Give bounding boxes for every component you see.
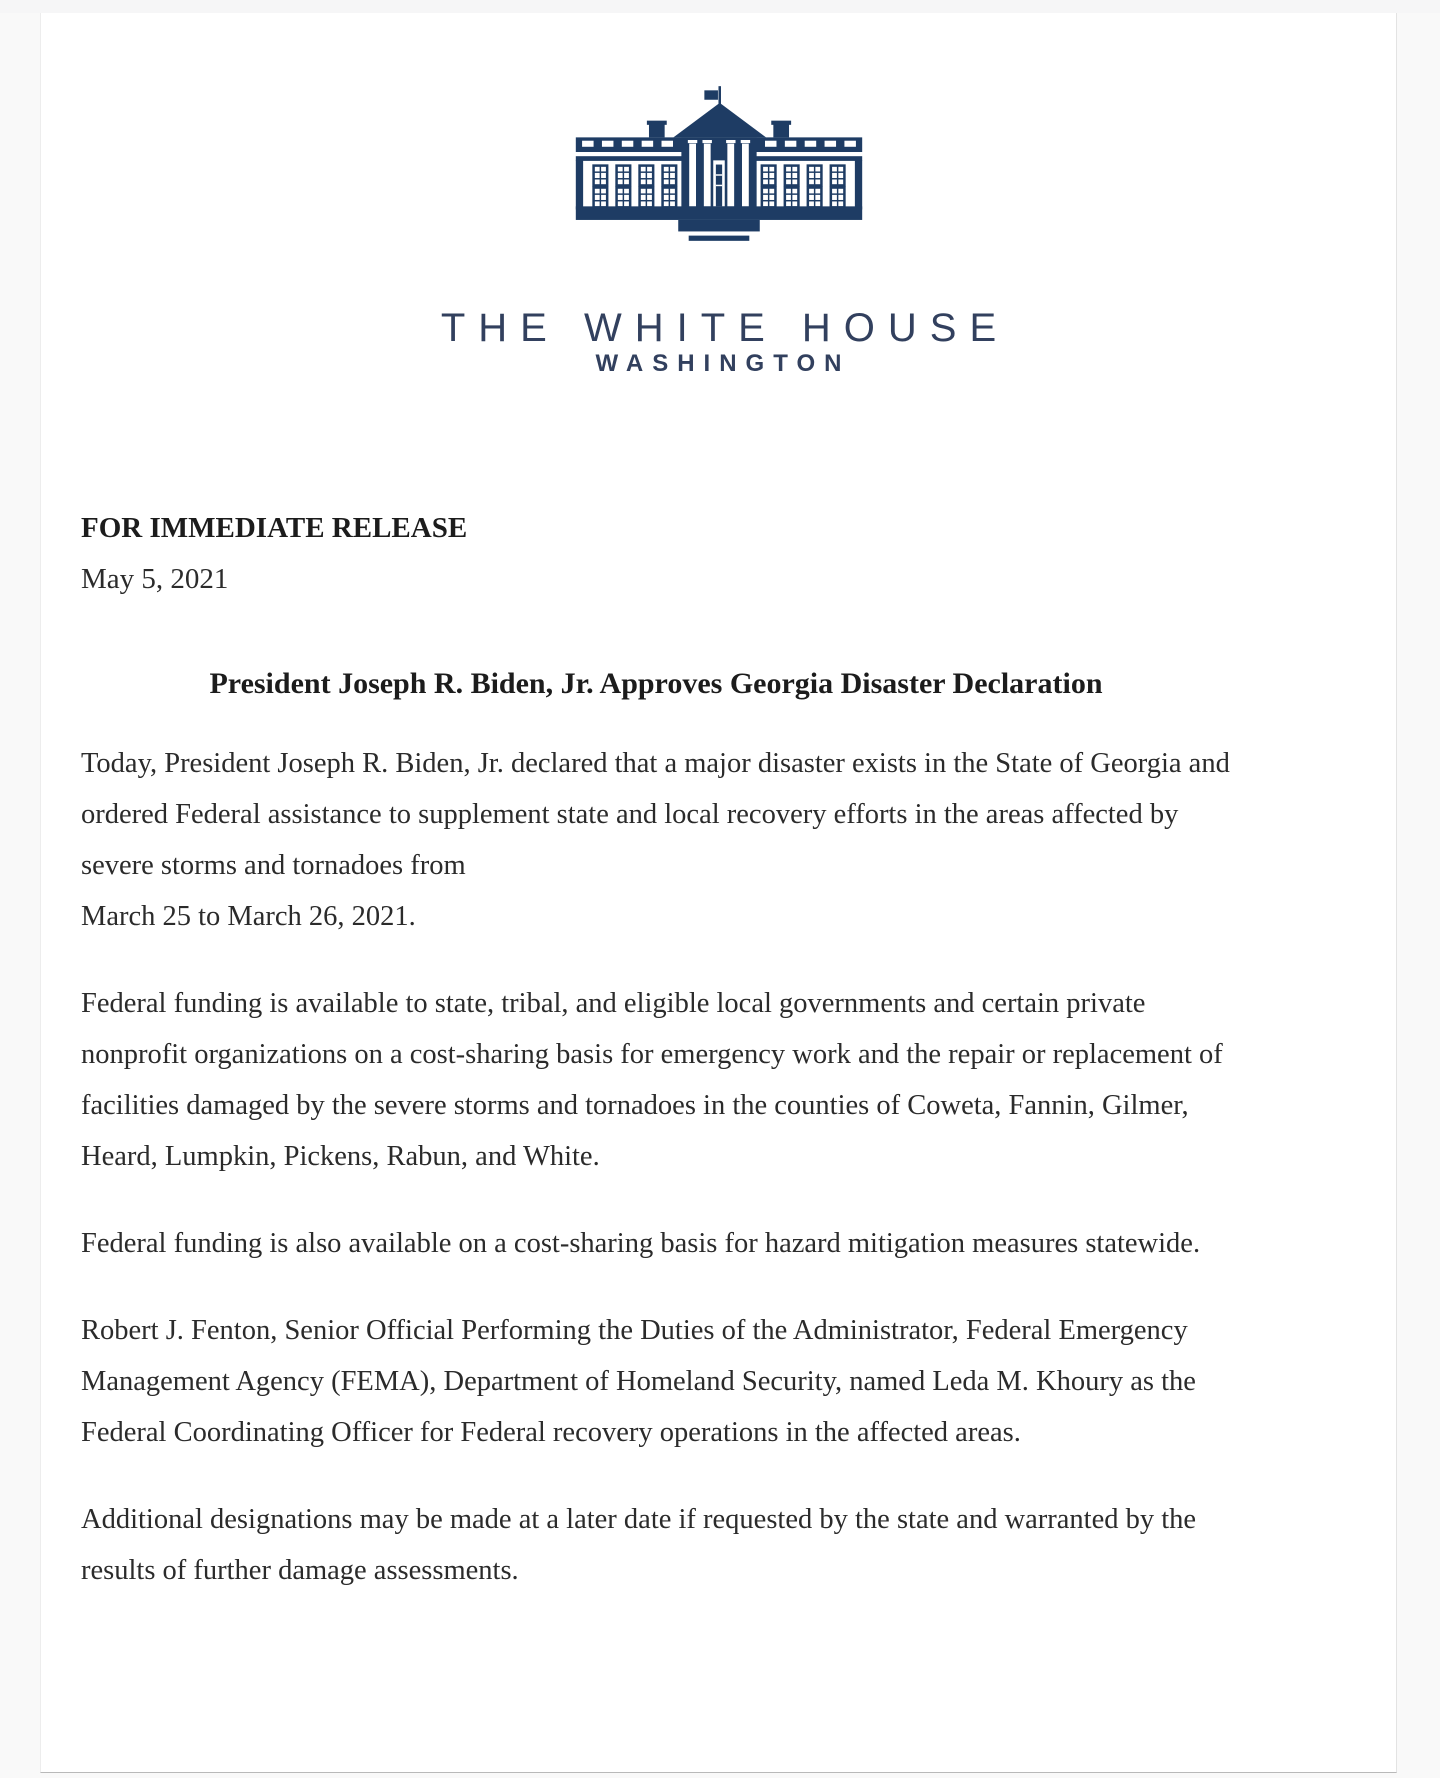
release-date: May 5, 2021: [81, 563, 229, 595]
paragraph-additional-designations: Additional designations may be made at a later date if requested by the state and warranted by the results of further damage assessments.: [81, 1504, 1197, 1586]
top-edge-strip: [0, 0, 1440, 13]
press-release-content: [81, 503, 1231, 1596]
press-release-title: President Joseph R. Biden, Jr. Approves Georgia Disaster Declaration: [209, 667, 1103, 700]
paragraph-disaster-declaration: [81, 738, 1231, 942]
division-label: WASHINGTON: [595, 350, 851, 377]
masthead: [41, 0, 1396, 378]
paragraph-federal-funding: Federal funding is available to state, tribal, and eligible local governments and certain private nonprofit organizations on a cost-sharing basis for emergency work and the repair or replacement of facilities damaged by the severe storms and tornadoes in the counties of Coweta, Fannin, Gilmer, Heard, Lumpkin, Pickens, Rabun, and White.: [81, 988, 1223, 1172]
paragraph-fema-officer: Robert J. Fenton, Senior Official Performing the Duties of the Administrator, Federal Emergency Management Agency (FEMA), Department of Homeland Security, named Leda M. Khoury as the Federal Coordinating Officer for Federal recovery operations in the affected areas.: [81, 1315, 1196, 1448]
paragraph-text: Today, President Joseph R. Biden, Jr. declared that a major disaster exists in the State of Georgia and ordered Federal assistance to supplement state and local recovery efforts in the areas affected by severe storms and tornadoes from: [81, 748, 1230, 881]
paragraph-dates: March 25 to March 26, 2021.: [81, 901, 416, 932]
paragraph-hazard-mitigation: Federal funding is also available on a cost-sharing basis for hazard mitigation measures statewide.: [81, 1228, 1201, 1259]
release-info: [81, 503, 1231, 605]
brand-wordmark: THE WHITE HOUSE: [440, 306, 1010, 350]
release-label: FOR IMMEDIATE RELEASE: [81, 512, 468, 544]
press-release-page: [40, 0, 1397, 1773]
white-house-logo-icon: [557, 86, 881, 264]
logo-shape: [575, 86, 861, 241]
